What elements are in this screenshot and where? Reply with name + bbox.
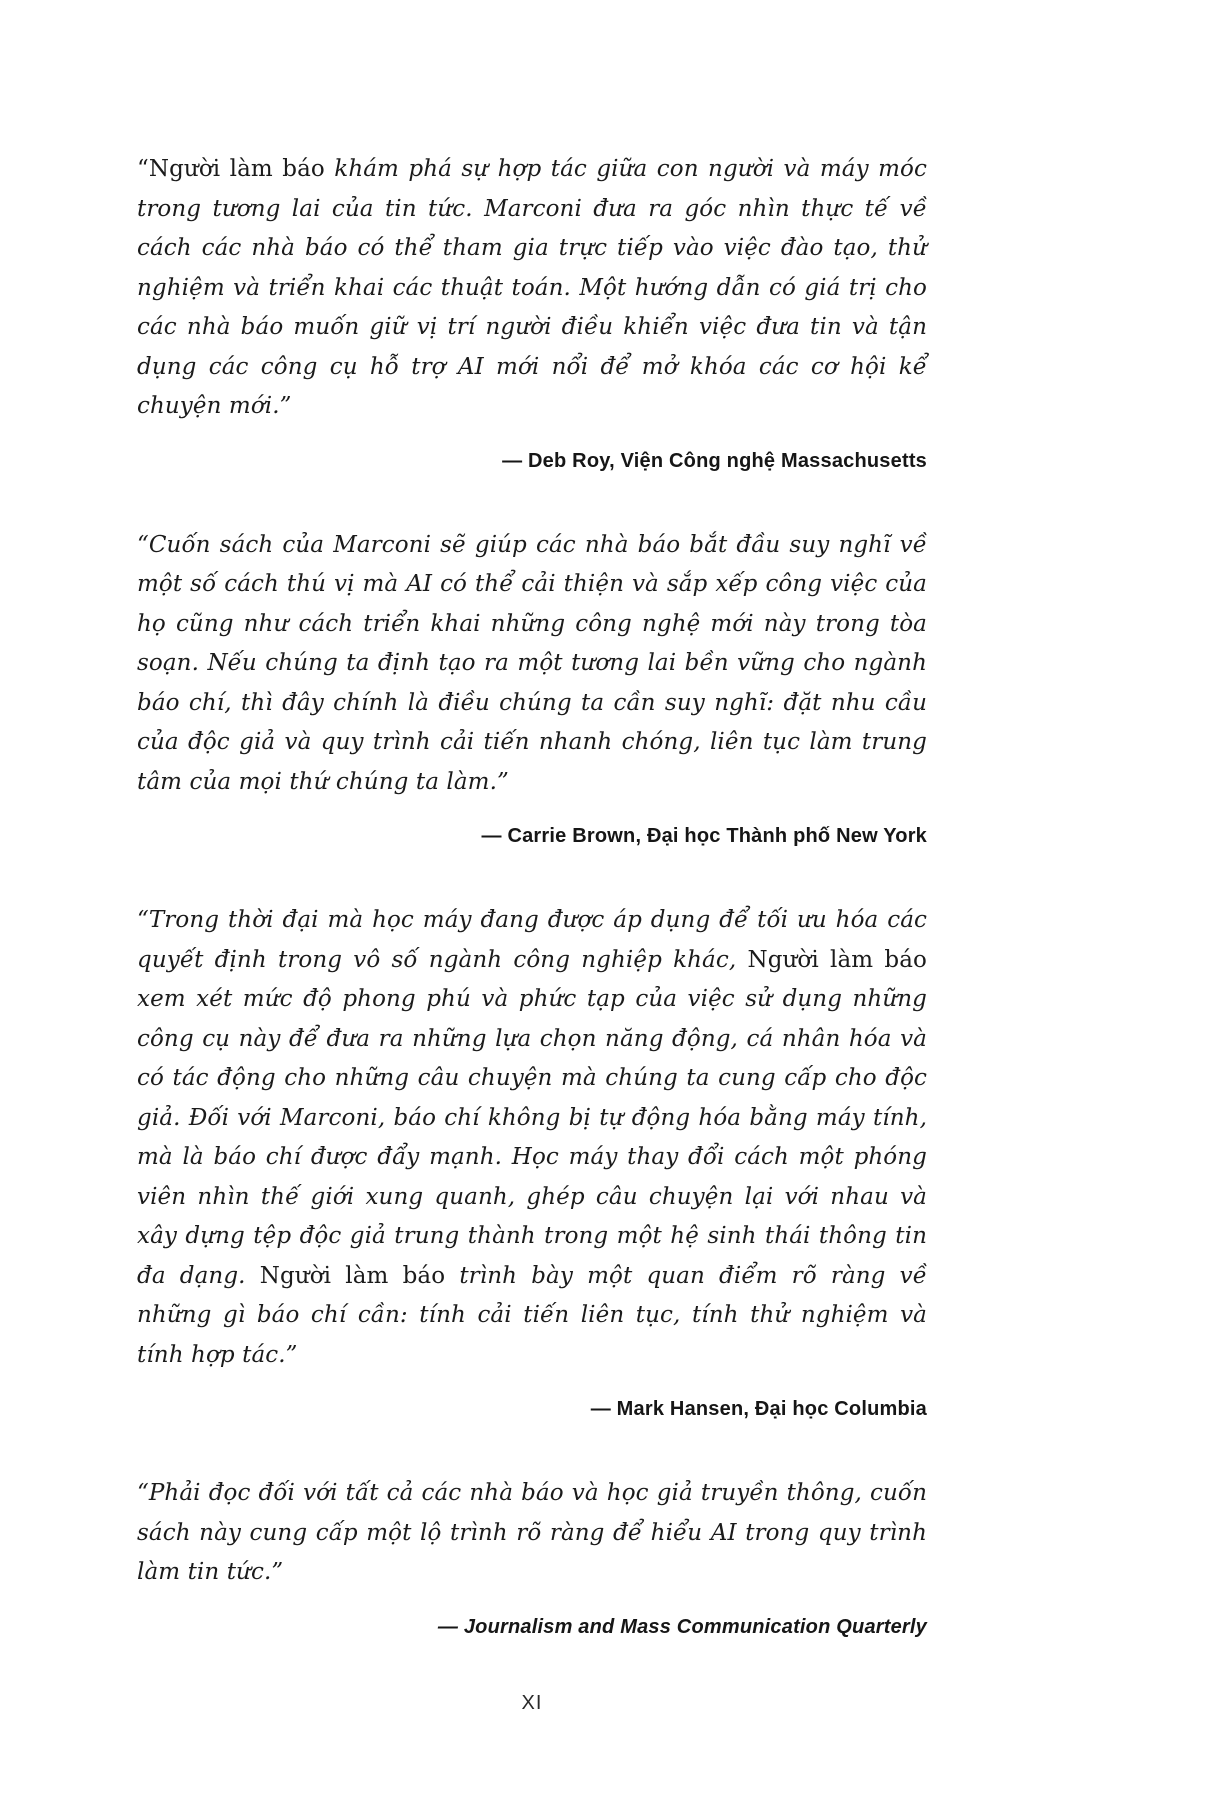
book-page [137, 150, 927, 1715]
quote-text: “Trong thời đại mà học máy đang được áp dụng để tối ưu hóa các quyết định trong vô số ngành công nghiệp khác, Người làm báo xem xét mức độ phong phú và phức tạp của việc sử dụng những công cụ này để đưa ra những lựa chọn năng động, cá nhân hóa và có tác động cho những câu chuyện mà chúng ta cung cấp cho độc giả. Đối với Marconi, báo chí không bị tự động hóa bằng máy tính, mà là báo chí được đẩy mạnh. Học máy thay đổi cách một phóng viên nhìn thế giới xung quanh, ghép câu chuyện lại với nhau và xây dựng tệp độc giả trung thành trong một hệ sinh thái thông tin đa dạng. Người làm báo trình bày một quan điểm rõ ràng về những gì báo chí cần: tính cải tiến liên tục, tính thử nghiệm và tính hợp tác.” [137, 907, 928, 1368]
quote-block-3 [137, 901, 927, 1422]
page-number: XI [521, 1691, 543, 1714]
quote-text: “Cuốn sách của Marconi sẽ giúp các nhà báo bắt đầu suy nghĩ về một số cách thú vị mà AI có thể cải thiện và sắp xếp công việc của họ cũng như cách triển khai những công nghệ mới này trong tòa soạn. Nếu chúng ta định tạo ra một tương lai bền vững cho ngành báo chí, thì đây chính là điều chúng ta cần suy nghĩ: đặt nhu cầu của độc giả và quy trình cải tiến nhanh chóng, liên tục làm trung tâm của mọi thứ chúng ta làm.” [137, 531, 927, 795]
quote-attribution: — Deb Roy, Viện Công nghệ Massachusetts [502, 449, 927, 472]
quote-attribution: — Journalism and Mass Communication Quarterly [437, 1615, 927, 1638]
quote-block-2 [137, 526, 927, 850]
quote-attribution: — Carrie Brown, Đại học Thành phố New York [481, 825, 927, 847]
quote-block-1 [137, 150, 927, 474]
quote-block-4 [137, 1474, 927, 1640]
quote-text: “Phải đọc đối với tất cả các nhà báo và học giả truyền thông, cuốn sách này cung cấp một lộ trình rõ ràng để hiểu AI trong quy trình làm tin tức.” [137, 1480, 927, 1585]
quote-text: “Người làm báo khám phá sự hợp tác giữa con người và máy móc trong tương lai của tin tức. Marconi đưa ra góc nhìn thực tế về cách các nhà báo có thể tham gia trực tiếp vào việc đào tạo, thử nghiệm và triển khai các thuật toán. Một hướng dẫn có giá trị cho các nhà báo muốn giữ vị trí người điều khiển việc đưa tin và tận dụng các công cụ hỗ trợ AI mới nổi để mở khóa các cơ hội kể chuyện mới.” [137, 156, 927, 419]
quote-attribution: — Mark Hansen, Đại học Columbia [590, 1398, 927, 1420]
